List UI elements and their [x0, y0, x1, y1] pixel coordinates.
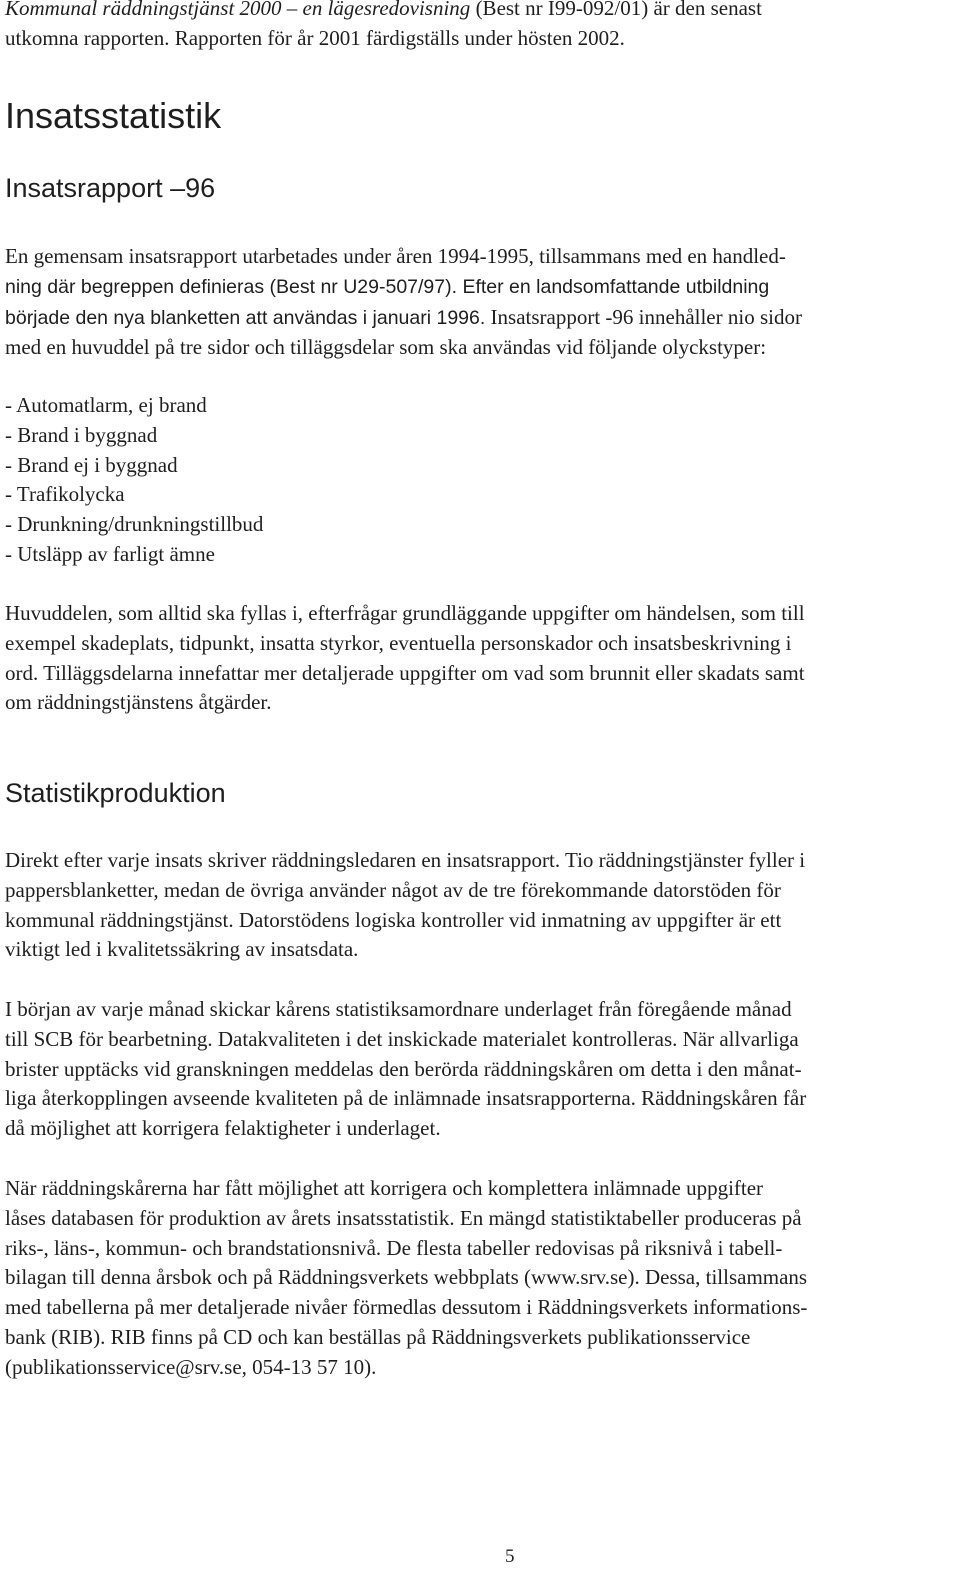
- para-line: I början av varje månad skickar kårens statistiksamordnare underlaget från föregående månad: [5, 997, 792, 1021]
- huvuddel-paragraph: [5, 599, 955, 718]
- accident-type-list: [5, 391, 955, 570]
- para-line: riks-, läns-, kommun- och brandstationsnivå. De flesta tabeller redovisas på riksnivå i tabell-: [5, 1235, 783, 1260]
- page-number: 5: [505, 1546, 515, 1567]
- para-line: bank (RIB). RIB finns på CD och kan beställas på Räddningsverkets publikationsservice: [5, 1324, 751, 1349]
- para-line: till SCB för bearbetning. Datakvaliteten i det inskickade materialet kontrolleras. När allvarliga: [5, 1026, 799, 1051]
- para1-line3-start: började den nya blanketten att användas i januari 1996.: [5, 306, 486, 329]
- intro-line1-rest: (Best nr I99-092/01) är den senast: [470, 0, 762, 20]
- subsection-title: Insatsrapport –96: [5, 173, 216, 203]
- para-line: kommunal räddningstjänst. Datorstödens logiska kontroller vid inmatning av uppgifter är ett: [5, 907, 782, 932]
- monthly-paragraph: [5, 995, 955, 1144]
- insatsrapport-paragraph: [5, 242, 955, 363]
- section-title: Insatsstatistik: [5, 95, 222, 136]
- para-line: ord. Tilläggsdelarna innefattar mer detaljerade uppgifter om vad som brunnit eller skadats samt: [5, 660, 805, 685]
- para-line: (publikationsservice@srv.se, 054-13 57 10).: [5, 1354, 377, 1379]
- list-item: - Utsläpp av farligt ämne: [5, 541, 215, 566]
- para1-line1: En gemensam insatsrapport utarbetades under åren 1994-1995, tillsammans med en handled-: [5, 244, 786, 268]
- statistikproduktion-title: Statistikproduktion: [5, 778, 226, 808]
- database-paragraph: [5, 1174, 955, 1383]
- para-line: Direkt efter varje insats skriver räddningsledaren en insatsrapport. Tio räddningstjänster fyller i: [5, 848, 806, 872]
- para1-line2: ning där begreppen definieras (Best nr U29-507/97). Efter en landsomfattande utbildning: [5, 275, 770, 298]
- list-item: - Brand ej i byggnad: [5, 452, 178, 477]
- para-line: liga återkopplingen avseende kvaliteten på de inlämnade insatsrapporterna. Räddningskåren får: [5, 1086, 807, 1111]
- para-line: brister upptäcks vid granskningen meddelas den berörda räddningskåren om detta i den månat-: [5, 1056, 802, 1081]
- para-line: då möjlighet att korrigera felaktigheter i underlaget.: [5, 1116, 441, 1141]
- para-line: bilagan till denna årsbok och på Räddningsverkets webbplats (www.srv.se). Dessa, tillsammans: [5, 1265, 808, 1290]
- list-item: - Drunkning/drunkningstillbud: [5, 512, 264, 537]
- para-line: pappersblanketter, medan de övriga använder något av de tre förekommande datorstöden för: [5, 877, 781, 902]
- para-line: exempel skadeplats, tidpunkt, insatta styrkor, eventuella personskador och insatsbeskrivning i: [5, 630, 792, 655]
- para-line: om räddningstjänstens åtgärder.: [5, 690, 272, 715]
- list-item: - Trafikolycka: [5, 482, 125, 507]
- list-item: - Brand i byggnad: [5, 422, 158, 447]
- para1-line4: med en huvuddel på tre sidor och tilläggsdelar som ska användas vid följande olyckstyper:: [5, 335, 767, 360]
- para-line: låses databasen för produktion av årets insatsstatistik. En mängd statistiktabeller produceras på: [5, 1205, 802, 1230]
- report-title-italic: Kommunal räddningstjänst 2000 – en lägesredovisning: [5, 0, 471, 20]
- para-line: När räddningskårerna har fått möjlighet att korrigera och komplettera inlämnade uppgifter: [5, 1176, 764, 1200]
- para-line: viktigt led i kvalitetssäkring av insatsdata.: [5, 937, 359, 962]
- para-line: Huvuddelen, som alltid ska fyllas i, efterfrågar grundläggande uppgifter om händelsen, som till: [5, 601, 805, 625]
- insats-paragraph: [5, 846, 955, 965]
- para1-line3-end: Insatsrapport -96 innehåller nio sidor: [485, 304, 802, 329]
- list-item: - Automatlarm, ej brand: [5, 393, 207, 417]
- intro-line2: utkomna rapporten. Rapporten för år 2001 färdigställs under hösten 2002.: [5, 25, 625, 50]
- para-line: med tabellerna på mer detaljerade nivåer förmedlas dessutom i Räddningsverkets informations-: [5, 1295, 808, 1320]
- intro-paragraph: [5, 0, 955, 54]
